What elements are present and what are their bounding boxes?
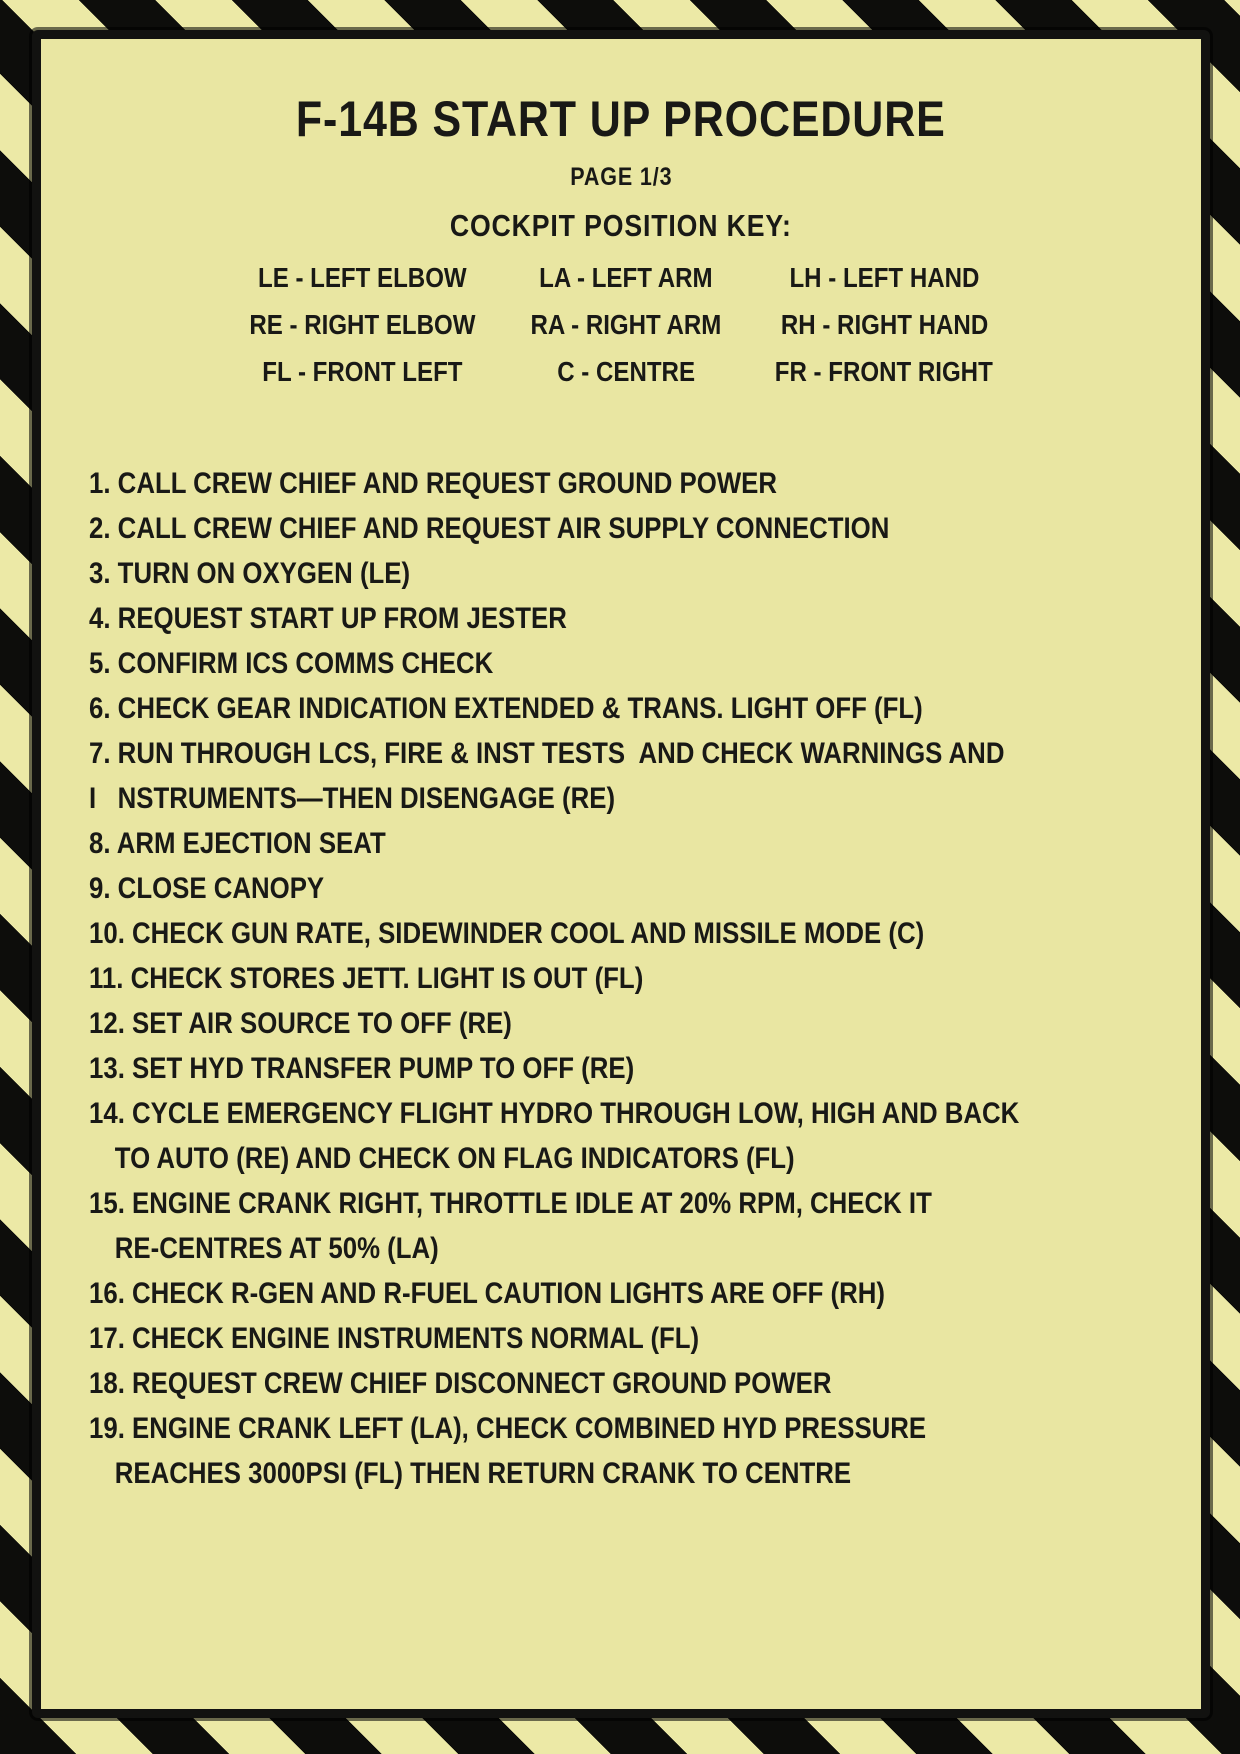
- checklist-line-continuation: I NSTRUMENTS—THEN DISENGAGE (RE): [89, 782, 616, 815]
- key-cell-le: LE - LEFT ELBOW: [258, 262, 467, 293]
- key-cell-re: RE - RIGHT ELBOW: [249, 309, 476, 340]
- startup-checklist: [41, 461, 1201, 1496]
- key-cell-fr: FR - FRONT RIGHT: [775, 356, 994, 387]
- cockpit-key-title: COCKPIT POSITION KEY:: [450, 208, 792, 243]
- page-number-label: PAGE 1/3: [569, 163, 673, 191]
- checklist-line: 13. SET HYD TRANSFER PUMP TO OFF (RE): [89, 1052, 635, 1085]
- checklist-line: 17. CHECK ENGINE INSTRUMENTS NORMAL (FL): [89, 1322, 700, 1355]
- key-cell-rh: RH - RIGHT HAND: [780, 309, 988, 340]
- checklist-line: 14. CYCLE EMERGENCY FLIGHT HYDRO THROUGH LOW, HIGH AND BACK: [89, 1097, 1020, 1130]
- page-title: F-14B START UP PROCEDURE: [296, 91, 946, 147]
- checklist-line: 6. CHECK GEAR INDICATION EXTENDED & TRANS. LIGHT OFF (FL): [89, 692, 923, 725]
- key-cell-c: C - CENTRE: [556, 356, 695, 387]
- checklist-line: 16. CHECK R-GEN AND R-FUEL CAUTION LIGHTS ARE OFF (RH): [89, 1277, 885, 1310]
- checklist-line-continuation: RE-CENTRES AT 50% (LA): [114, 1232, 439, 1265]
- checklist-line: 4. REQUEST START UP FROM JESTER: [89, 602, 567, 635]
- key-cell-ra: RA - RIGHT ARM: [530, 309, 722, 340]
- checklist-panel: [32, 30, 1210, 1718]
- checklist-line: 18. REQUEST CREW CHIEF DISCONNECT GROUND POWER: [89, 1367, 832, 1400]
- checklist-line-continuation: REACHES 3000PSI (FL) THEN RETURN CRANK TO CENTRE: [114, 1457, 852, 1490]
- key-cell-la: LA - LEFT ARM: [538, 262, 713, 293]
- checklist-line: 5. CONFIRM ICS COMMS CHECK: [89, 647, 494, 680]
- checklist-line: 19. ENGINE CRANK LEFT (LA), CHECK COMBINED HYD PRESSURE: [89, 1412, 927, 1445]
- checklist-line: 7. RUN THROUGH LCS, FIRE & INST TESTS AND CHECK WARNINGS AND: [89, 737, 1005, 770]
- checklist-line-continuation: TO AUTO (RE) AND CHECK ON FLAG INDICATORS (FL): [114, 1142, 795, 1175]
- cockpit-key-grid: [231, 254, 1011, 395]
- checklist-line: 8. ARM EJECTION SEAT: [89, 827, 386, 860]
- checklist-line: 2. CALL CREW CHIEF AND REQUEST AIR SUPPLY CONNECTION: [89, 512, 890, 545]
- checklist-line: 3. TURN ON OXYGEN (LE): [89, 557, 411, 590]
- checklist-line: 15. ENGINE CRANK RIGHT, THROTTLE IDLE AT 20% RPM, CHECK IT: [89, 1187, 932, 1220]
- checklist-line: 12. SET AIR SOURCE TO OFF (RE): [89, 1007, 512, 1040]
- checklist-line: 10. CHECK GUN RATE, SIDEWINDER COOL AND MISSILE MODE (C): [89, 917, 925, 950]
- checklist-line: 9. CLOSE CANOPY: [89, 872, 325, 905]
- checklist-line: 11. CHECK STORES JETT. LIGHT IS OUT (FL): [89, 962, 644, 995]
- key-cell-fl: FL - FRONT LEFT: [262, 356, 463, 387]
- checklist-line: 1. CALL CREW CHIEF AND REQUEST GROUND POWER: [89, 467, 778, 500]
- key-cell-lh: LH - LEFT HAND: [789, 262, 980, 293]
